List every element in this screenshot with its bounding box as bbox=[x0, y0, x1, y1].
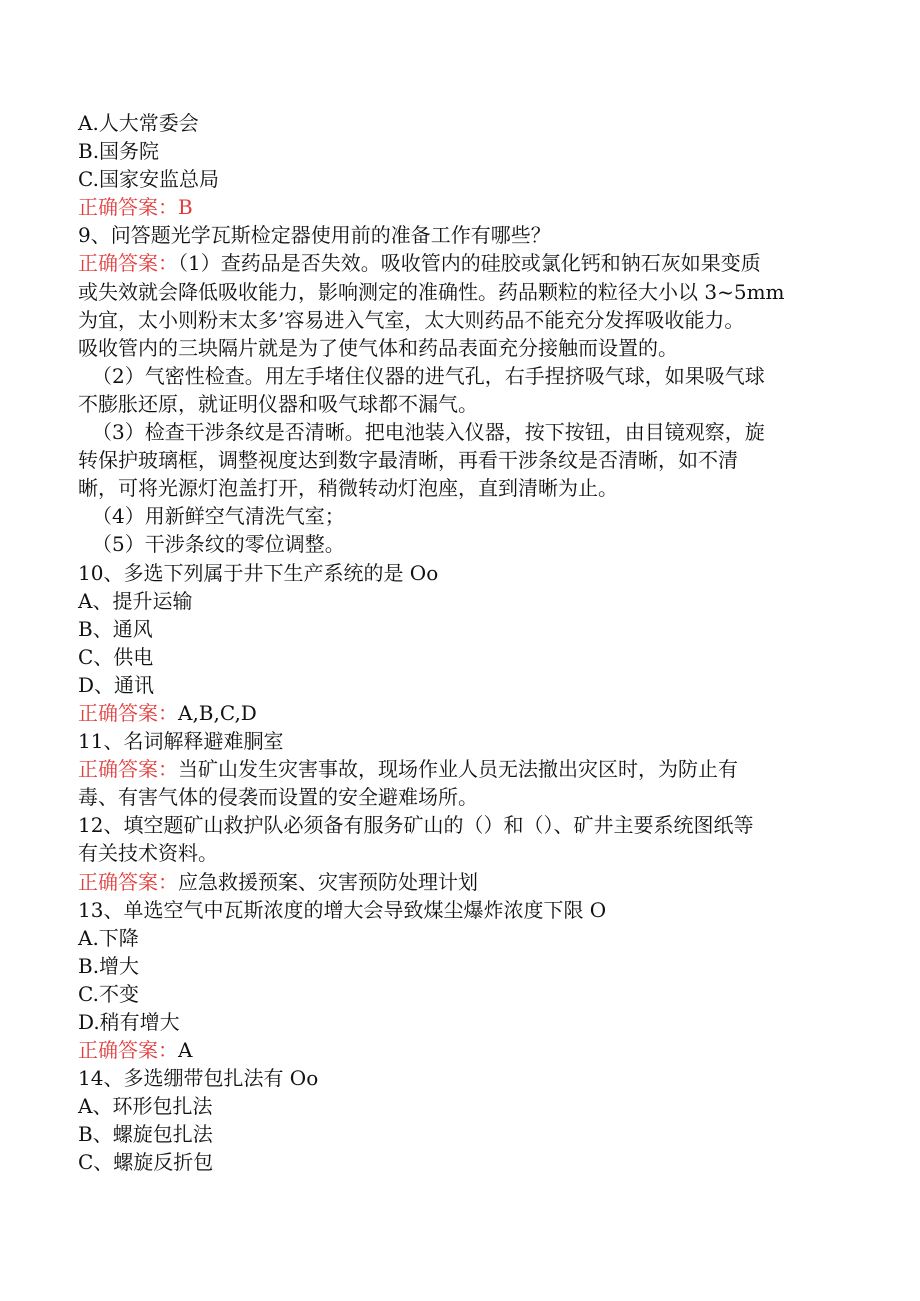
q9-answer-line-1 bbox=[78, 249, 838, 277]
q11-question: 11、名词解释避难胴室 bbox=[78, 729, 284, 754]
q11-answer-line-2: 毒、有害气体的侵袭而设置的安全避难场所。 bbox=[78, 785, 478, 810]
answer-label: 正确答案： bbox=[78, 869, 178, 894]
q12-answer bbox=[78, 868, 838, 896]
q9-item-2-line-2: 不膨胀还原，就证明仪器和吸气球都不漏气。 bbox=[78, 391, 478, 416]
q10-option-b: B、通风 bbox=[78, 616, 153, 641]
answer-value: A bbox=[178, 1038, 193, 1063]
q10-option-a: A、提升运输 bbox=[78, 588, 193, 613]
q9-item-2-line-1: （2）气密性检查。用左手堵住仪器的进气孔，右手捏挤吸气球，如果吸气球 bbox=[92, 363, 765, 388]
q9-question: 9、问答题光学瓦斯检定器使用前的准备工作有哪些？ bbox=[78, 223, 551, 248]
q8-option-b: B.国务院 bbox=[78, 139, 160, 164]
q8-option-c: C.国家安监总局 bbox=[78, 167, 219, 192]
q10-answer bbox=[78, 699, 838, 727]
q9-answer-text: （1）查药品是否失效。吸收管内的硅胶或氯化钙和钠石灰如果变质 bbox=[178, 251, 761, 276]
q10-option-c: C、供电 bbox=[78, 644, 154, 669]
q9-item-5: （5）干涉条纹的零位调整。 bbox=[92, 532, 345, 557]
exam-content bbox=[78, 109, 838, 1177]
q13-answer bbox=[78, 1036, 838, 1064]
q14-option-a: A、环形包扎法 bbox=[78, 1094, 213, 1119]
q10-option-d: D、通讯 bbox=[78, 672, 155, 697]
answer-label: 正确答案： bbox=[78, 757, 178, 782]
q8-answer bbox=[78, 193, 838, 221]
q14-option-c: C、螺旋反折包 bbox=[78, 1150, 214, 1175]
q10-question: 10、多选下列属于井下生产系统的是 Oo bbox=[78, 560, 439, 585]
q8-option-a: A.人大常委会 bbox=[78, 111, 199, 135]
answer-label: 正确答案： bbox=[78, 700, 178, 725]
q9-item-3-line-3: 晰，可将光源灯泡盖打开，稍微转动灯泡座，直到清晰为止。 bbox=[78, 476, 618, 501]
answer-label: 正确答案： bbox=[78, 195, 178, 220]
q14-option-b: B、螺旋包扎法 bbox=[78, 1122, 213, 1147]
q11-answer-text: 当矿山发生灾害事故，现场作业人员无法撤出灾区时，为防止有 bbox=[178, 757, 738, 782]
q9-answer-line-2: 或失效就会降低吸收能力，影响测定的准确性。药品颗粒的粒径大小以 3~5mm bbox=[78, 279, 785, 304]
q9-item-3-line-1: （3）检查干涉条纹是否清晰。把电池装入仪器，按下按钮，由目镜观察，旋 bbox=[92, 420, 765, 445]
answer-value: B bbox=[178, 195, 193, 220]
q9-item-3-line-2: 转保护玻璃框，调整视度达到数字最清晰，再看干涉条纹是否清晰，如不清 bbox=[78, 448, 738, 473]
q12-question-line-2: 有关技术资料。 bbox=[78, 841, 218, 866]
q13-option-b: B.增大 bbox=[78, 953, 140, 978]
q13-option-d: D.稍有增大 bbox=[78, 1010, 180, 1034]
q9-item-4: （4）用新鲜空气清洗气室； bbox=[92, 504, 345, 529]
q9-answer-line-4: 吸收管内的三块隔片就是为了使气体和药品表面充分接触而设置的。 bbox=[78, 335, 678, 360]
answer-value: 应急救援预案、灾害预防处理计划 bbox=[178, 869, 478, 894]
q9-answer-line-3: 为宜，太小则粉末太多’容易进入气室，太大则药品不能充分发挥吸收能力。 bbox=[78, 307, 745, 332]
answer-label: 正确答案： bbox=[78, 1038, 178, 1063]
q13-question: 13、单选空气中瓦斯浓度的增大会导致煤尘爆炸浓度下限 O bbox=[78, 897, 607, 922]
answer-label: 正确答案： bbox=[78, 251, 178, 276]
q13-option-a: A.下降 bbox=[78, 925, 139, 950]
q11-answer-line-1 bbox=[78, 755, 838, 783]
q12-question-line-1: 12、填空题矿山救护队必须备有服务矿山的（）和（）、矿井主要系统图纸等 bbox=[78, 813, 754, 838]
q14-question: 14、多选绷带包扎法有 Oo bbox=[78, 1066, 319, 1091]
q13-option-c: C.不变 bbox=[78, 981, 139, 1006]
answer-value: A,B,C,D bbox=[178, 700, 257, 725]
